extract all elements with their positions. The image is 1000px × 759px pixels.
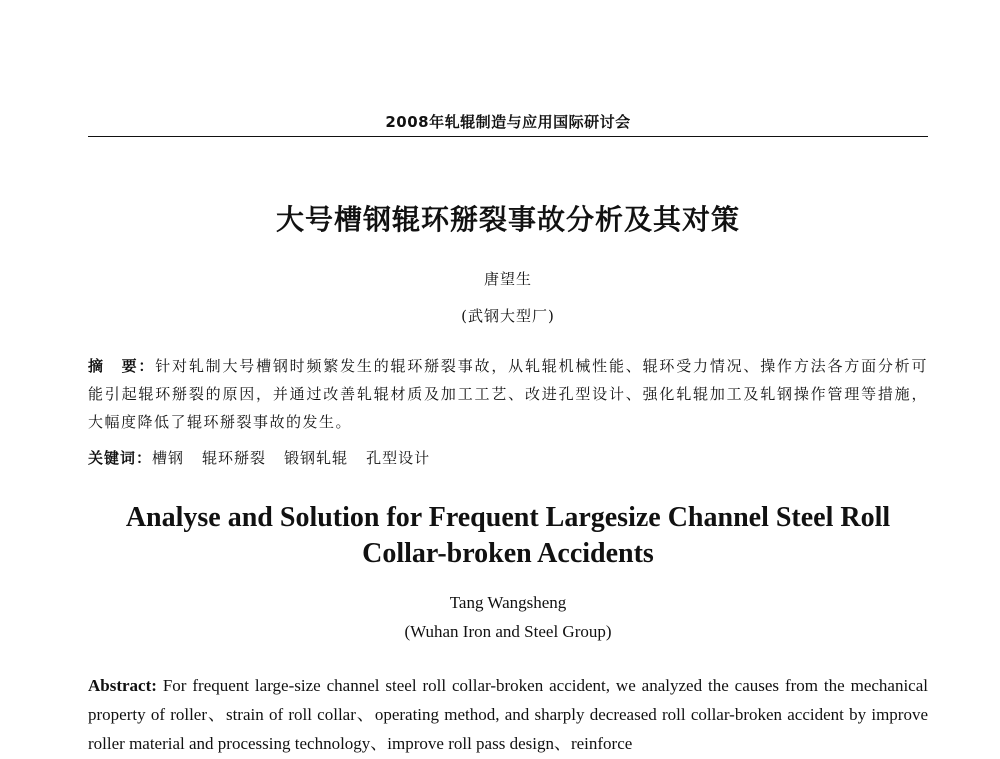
chinese-keywords-label: 关键词： (88, 449, 153, 467)
header-rule (88, 136, 928, 137)
english-title (88, 500, 928, 572)
english-title-line-2: Collar-broken Accidents (362, 538, 654, 569)
english-abstract (88, 671, 928, 758)
keyword: 孔型设计 (366, 449, 431, 467)
chinese-title: 大号槽钢辊环掰裂事故分析及其对策 (275, 203, 740, 236)
english-abstract-label: Abstract: (88, 676, 157, 695)
english-affiliation: (Wuhan Iron and Steel Group) (404, 622, 612, 641)
keyword: 辊环掰裂 (202, 449, 267, 467)
conference-header: 2008年轧辊制造与应用国际研讨会 (385, 113, 631, 131)
chinese-keywords (88, 447, 928, 468)
english-abstract-text: For frequent large-size channel steel roll collar-broken accident, we analyzed the causes from the mechanical property of roller、strain of roll collar、operating method, and sharply decreased roll collar-broken accident by improve roller material and processing technology、improve roll pass design、reinforce (88, 676, 928, 753)
chinese-abstract-text: 针对轧制大号槽钢时频繁发生的辊环掰裂事故，从轧辊机械性能、辊环受力情况、操作方法各方面分析可能引起辊环掰裂的原因，并通过改善轧辊材质及加工工艺、改进孔型设计、强化轧辊加工及轧钢操作管理等措施，大幅度降低了辊环掰裂事故的发生。 (88, 357, 928, 431)
keyword: 槽钢 (152, 449, 185, 467)
chinese-abstract (88, 352, 928, 436)
english-author: Tang Wangsheng (449, 593, 567, 612)
chinese-author: 唐望生 (483, 270, 532, 288)
chinese-abstract-label: 摘 要： (88, 357, 156, 375)
english-title-line-1: Analyse and Solution for Frequent Largesize Channel Steel Roll (125, 502, 891, 533)
chinese-affiliation: (武钢大型厂) (461, 307, 555, 325)
keyword: 锻钢轧辊 (284, 449, 349, 467)
